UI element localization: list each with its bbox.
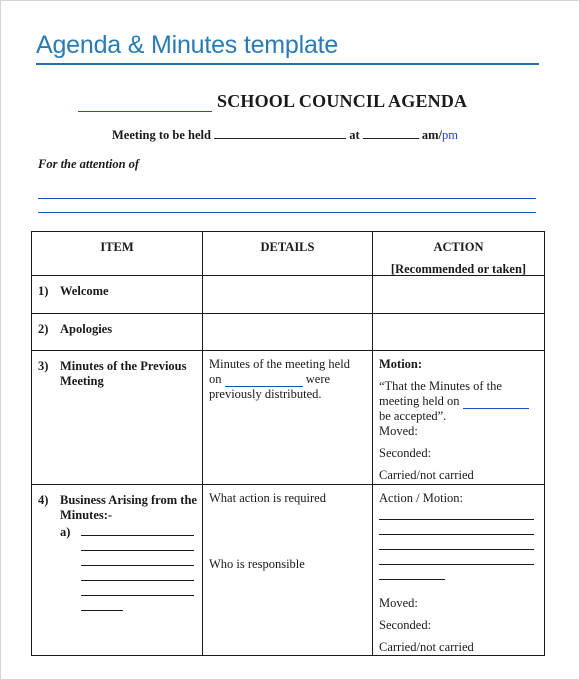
- motion-text: “That the Minutes of the meeting held on: [379, 379, 502, 408]
- header-action-sub: [Recommended or taken]: [390, 262, 527, 276]
- agenda-table: [31, 231, 545, 656]
- table-row: [32, 485, 545, 656]
- action-cell[interactable]: [373, 276, 545, 314]
- item-number: 3): [38, 359, 49, 373]
- meeting-date-blank[interactable]: [225, 373, 303, 387]
- item-cell: [32, 485, 203, 656]
- write-line[interactable]: [81, 550, 194, 551]
- details-text: What action is required: [209, 491, 326, 505]
- agenda-heading-text: SCHOOL COUNCIL AGENDA: [217, 91, 468, 111]
- meeting-line: [112, 128, 458, 143]
- write-line[interactable]: [81, 610, 123, 611]
- item-cell: [32, 314, 203, 351]
- carried-label: Carried/not carried: [379, 640, 474, 654]
- item-label: Apologies: [60, 322, 113, 336]
- meeting-am: am/: [421, 128, 443, 142]
- title-rule: [36, 63, 539, 65]
- item-cell: [32, 276, 203, 314]
- details-cell[interactable]: [203, 314, 373, 351]
- write-line[interactable]: [81, 535, 194, 536]
- item-label: Business Arising from the Minutes:-: [60, 493, 197, 522]
- write-line[interactable]: [379, 579, 445, 580]
- item-number: 4): [38, 493, 49, 507]
- meeting-prefix: Meeting to be held: [112, 128, 211, 142]
- details-on: on: [209, 372, 222, 386]
- agenda-heading: [78, 91, 467, 112]
- write-line[interactable]: [379, 534, 534, 535]
- attention-label: For the attention of: [38, 157, 140, 171]
- meeting-date-blank[interactable]: [214, 138, 346, 139]
- write-line[interactable]: [81, 595, 194, 596]
- item-number: 1): [38, 284, 49, 298]
- motion-date-blank[interactable]: [463, 395, 529, 409]
- details-cell[interactable]: [203, 351, 373, 485]
- header-action-label: ACTION: [433, 240, 484, 254]
- action-cell[interactable]: [373, 351, 545, 485]
- table-row: [32, 276, 545, 314]
- carried-label: Carried/not carried: [379, 468, 474, 482]
- attention-line[interactable]: [38, 198, 536, 199]
- meeting-time-blank[interactable]: [363, 138, 419, 139]
- item-label: Minutes of the Previous Meeting: [60, 359, 187, 388]
- action-motion-label: Action / Motion:: [379, 491, 464, 505]
- header-action: [373, 232, 545, 276]
- write-line[interactable]: [379, 549, 534, 550]
- details-text: were previously distributed.: [209, 372, 331, 401]
- write-line[interactable]: [81, 580, 194, 581]
- write-line[interactable]: [379, 564, 534, 565]
- page-title: Agenda & Minutes template: [36, 31, 339, 59]
- header-item: ITEM: [32, 232, 203, 276]
- header-details: DETAILS: [203, 232, 373, 276]
- meeting-pm: pm: [442, 128, 458, 142]
- table-row: [32, 314, 545, 351]
- seconded-label: Seconded:: [379, 618, 432, 632]
- moved-label: Moved:: [379, 596, 418, 610]
- seconded-label: Seconded:: [379, 446, 432, 460]
- item-number: 2): [38, 322, 49, 336]
- details-cell[interactable]: [203, 485, 373, 656]
- write-line[interactable]: [81, 565, 194, 566]
- details-text: Who is responsible: [209, 557, 305, 571]
- item-cell: [32, 351, 203, 485]
- table-header-row: [32, 232, 545, 276]
- attention-line[interactable]: [38, 212, 536, 213]
- moved-label: Moved:: [379, 424, 418, 438]
- details-text: Minutes of the meeting held: [209, 357, 350, 371]
- school-name-blank[interactable]: [78, 93, 212, 112]
- sub-item-label: a): [60, 525, 71, 539]
- table-row: [32, 351, 545, 485]
- motion-label: Motion:: [379, 357, 423, 371]
- action-cell[interactable]: [373, 485, 545, 656]
- motion-text: be accepted”.: [379, 409, 447, 423]
- item-label: Welcome: [60, 284, 109, 298]
- details-cell[interactable]: [203, 276, 373, 314]
- write-line[interactable]: [379, 519, 534, 520]
- action-cell[interactable]: [373, 314, 545, 351]
- meeting-at: at: [349, 128, 360, 142]
